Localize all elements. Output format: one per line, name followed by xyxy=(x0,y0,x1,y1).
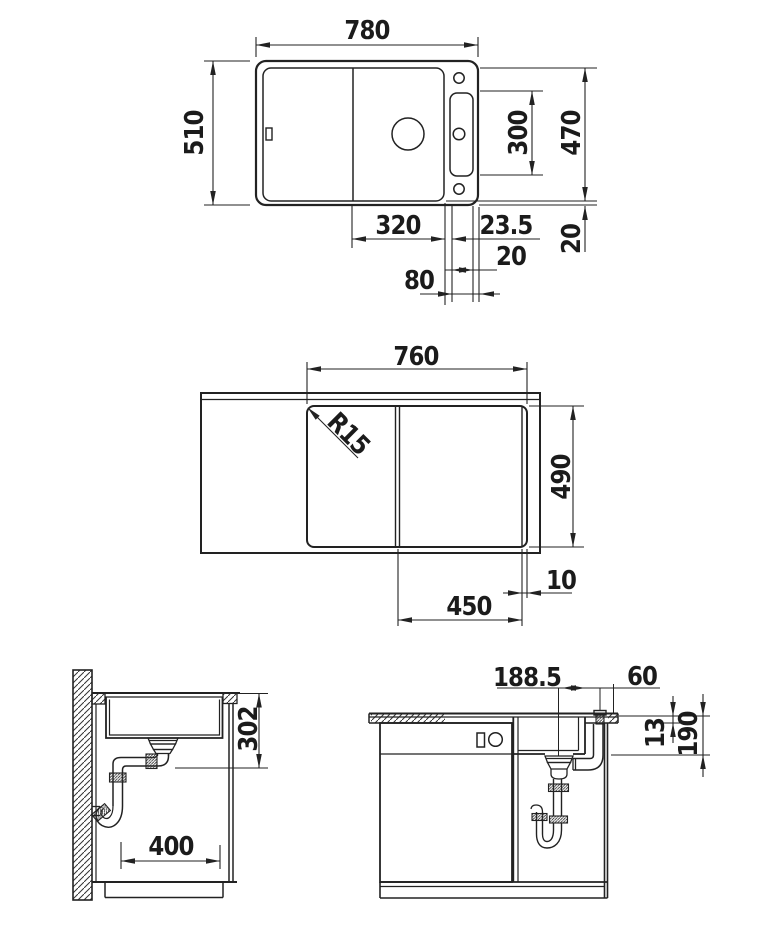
tap-hole-middle xyxy=(453,128,465,140)
appliance-switch xyxy=(477,733,485,747)
front-section-view xyxy=(369,684,710,898)
pipe-nut xyxy=(550,816,568,823)
countertop-left-block xyxy=(92,693,105,704)
dim-cutout-depth: 470 xyxy=(557,110,587,156)
countertop-right-block xyxy=(223,693,237,704)
dim-cutout-depth-2: 490 xyxy=(547,454,577,500)
dim-end-strip: 10 xyxy=(545,566,577,596)
pipe-nut xyxy=(549,784,569,792)
drain-circle xyxy=(392,118,424,150)
dim-bowl-width: 320 xyxy=(375,211,421,241)
dim-tap-ledge-length: 300 xyxy=(504,110,534,156)
outlet-fitting xyxy=(596,715,604,724)
dim-overall-depth: 510 xyxy=(180,110,210,156)
dim-rim-height: 13 xyxy=(641,717,671,749)
wall-section xyxy=(73,670,92,900)
tap-hole-top xyxy=(454,73,464,83)
dim-outlet-offset: 60 xyxy=(626,662,658,692)
dim-tap-zone: 80 xyxy=(403,266,435,296)
side-drain-assembly xyxy=(92,738,178,827)
dim-drain-center: 188.5 xyxy=(493,663,561,693)
pipe-nut xyxy=(146,754,157,769)
overflow-slot xyxy=(266,128,272,140)
bowl-inner xyxy=(110,700,220,736)
dim-tap-to-edge: 20 xyxy=(495,242,527,272)
dim-corner-radius: R15 xyxy=(320,406,376,462)
cutout-view xyxy=(201,362,584,626)
appliance-front xyxy=(380,723,512,882)
dim-mounting-depth: 302 xyxy=(234,706,264,752)
trap-nut xyxy=(532,814,547,821)
dim-tap-to-bowl: 23.5 xyxy=(479,211,533,241)
dim-overall-width: 780 xyxy=(344,16,390,46)
pipe-nut xyxy=(110,773,127,782)
cutout-dimension-lines xyxy=(307,362,584,626)
tap-hole-bottom xyxy=(454,184,464,194)
countertop-hatch-left xyxy=(371,714,445,724)
sink-top-view xyxy=(204,37,597,305)
dim-cutout-width: 760 xyxy=(393,342,439,372)
bowl-outer xyxy=(106,697,223,738)
side-section-view xyxy=(73,670,268,900)
front-drain-assembly xyxy=(531,711,606,849)
dim-bowl-depth: 190 xyxy=(674,711,704,757)
dim-bowl-section: 450 xyxy=(446,592,492,622)
countertop-hatch-right xyxy=(608,714,618,724)
appliance-knob xyxy=(489,733,503,747)
dim-rim-overhang: 20 xyxy=(557,223,587,255)
dim-drain-offset: 400 xyxy=(148,832,194,862)
countertop-outline xyxy=(201,393,540,553)
